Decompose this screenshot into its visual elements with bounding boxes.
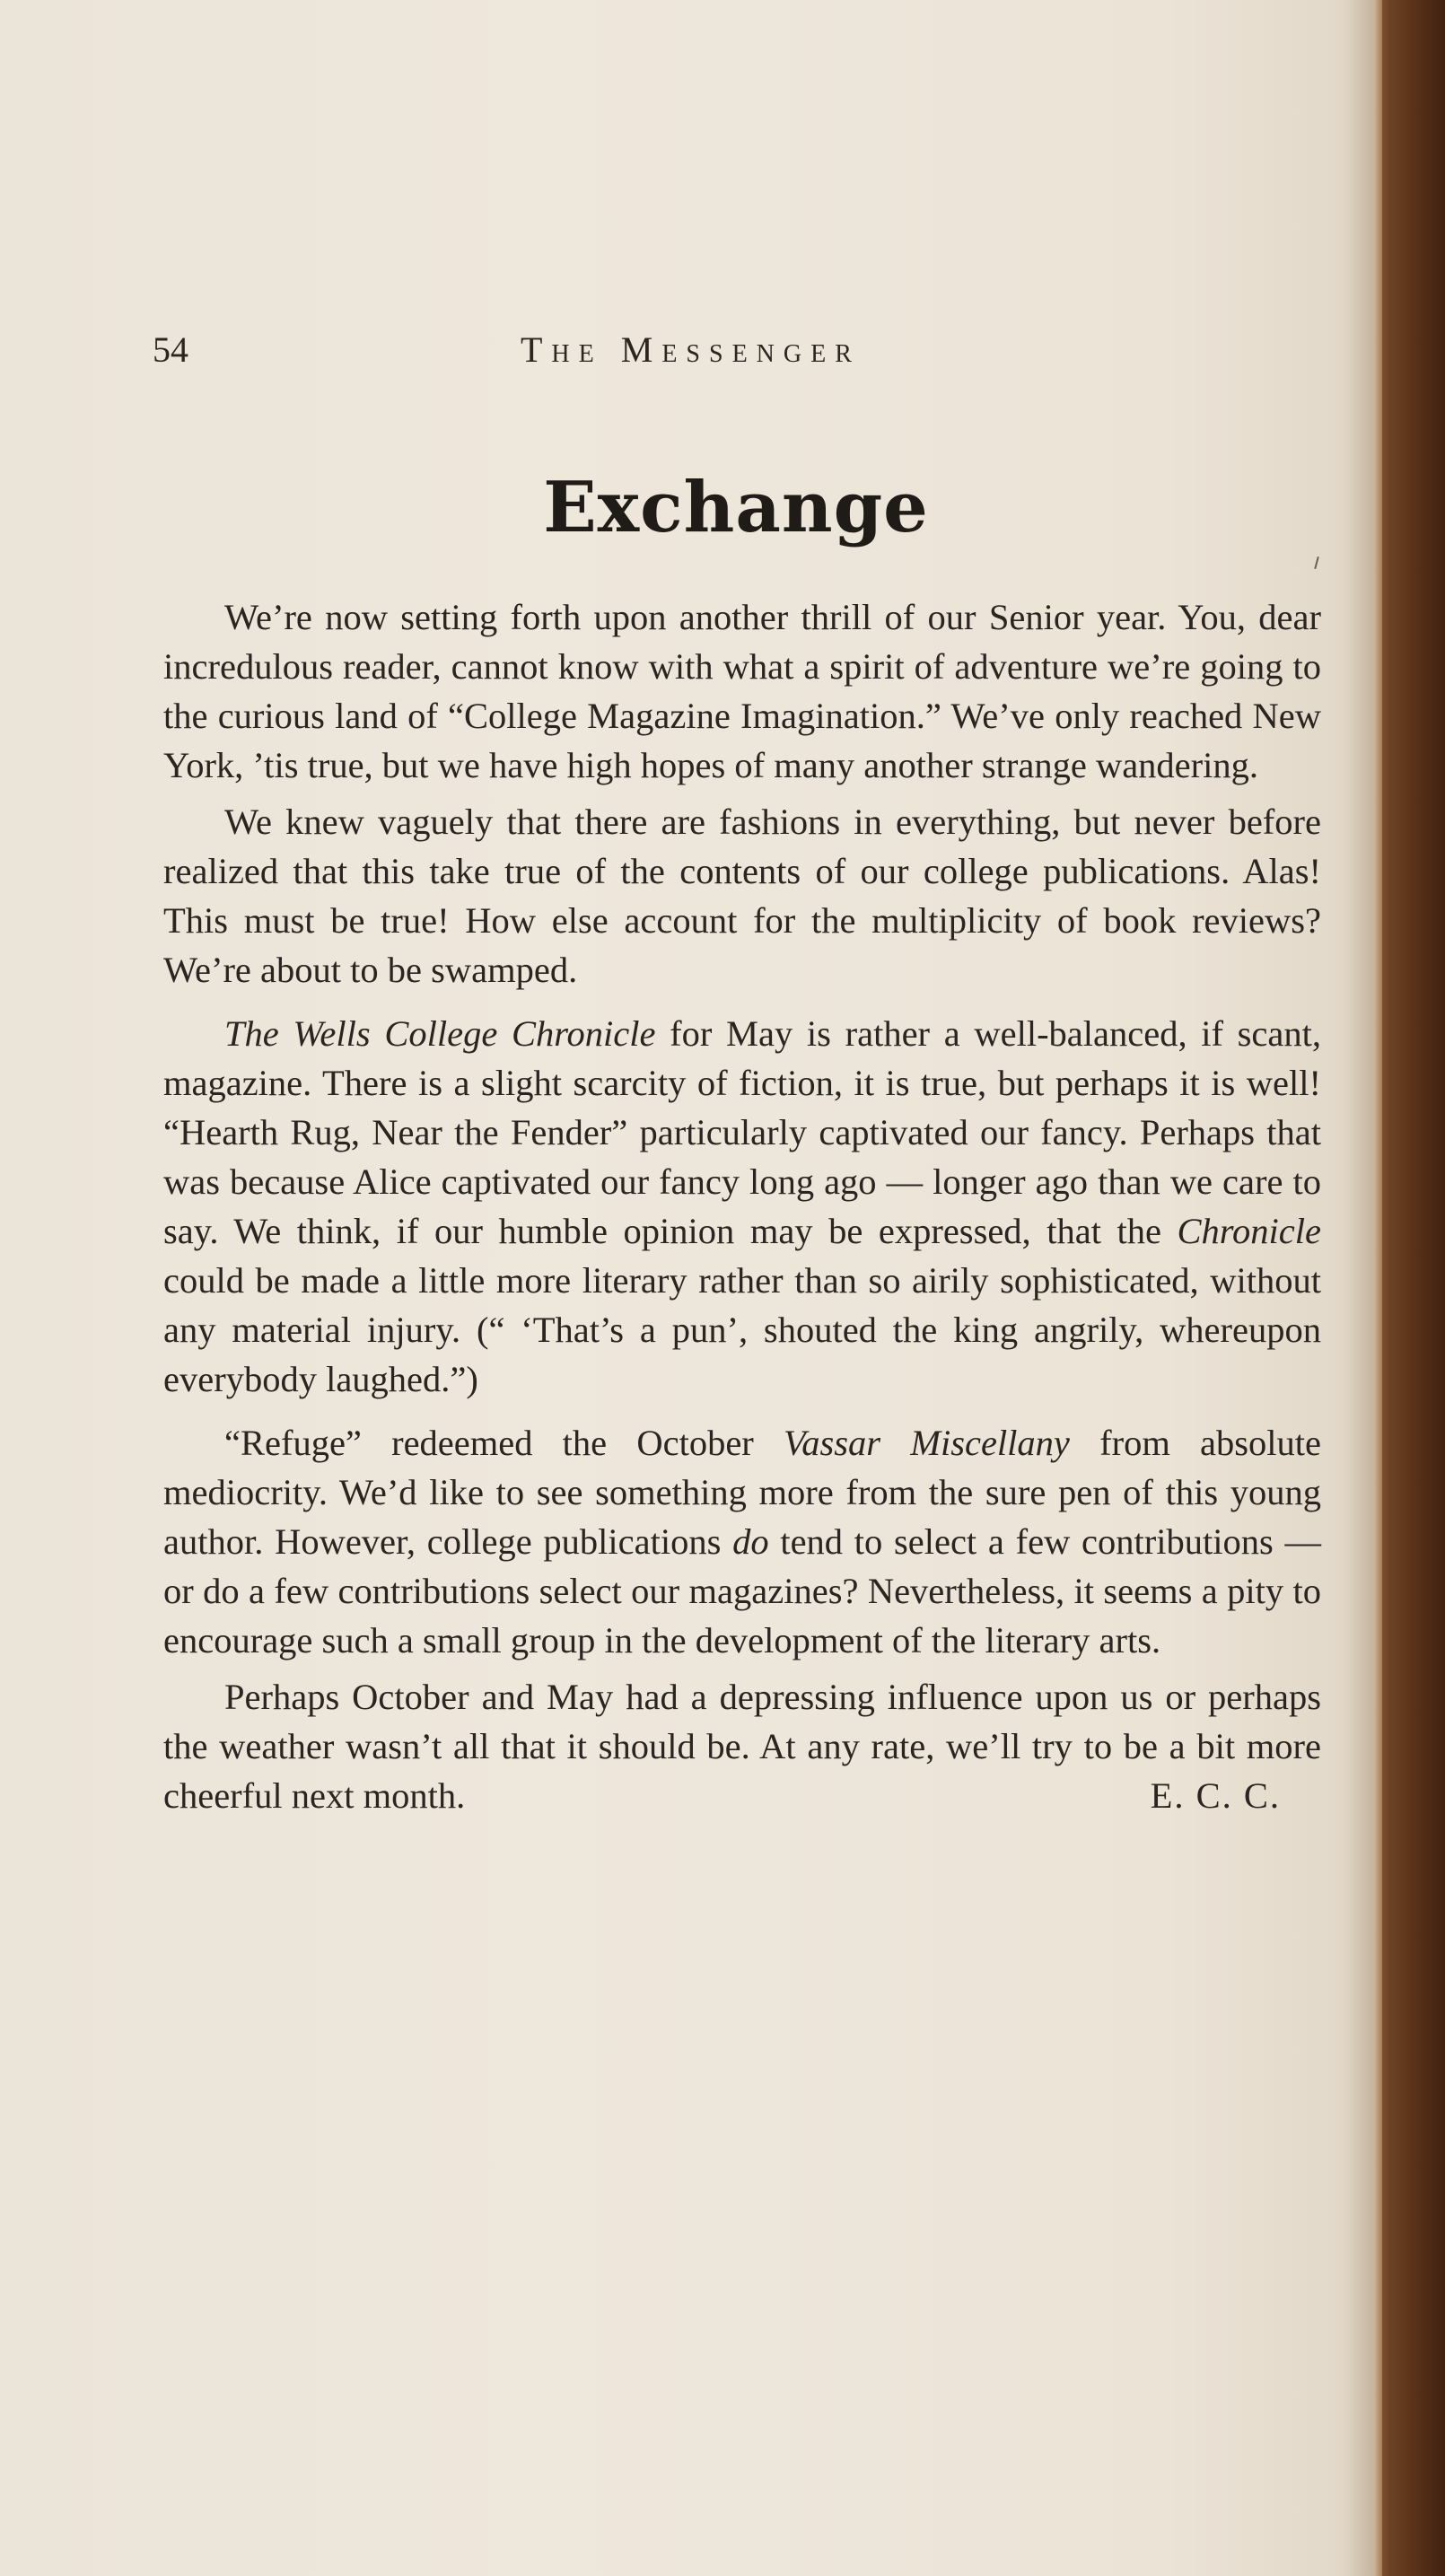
publication-title: Chronicle	[1177, 1211, 1321, 1251]
page-edge-shadow	[1346, 0, 1375, 2576]
page-fore-edge	[1375, 0, 1382, 2576]
paragraph-text: We’re now setting forth upon another thrill of our Senior year. You, dear incredulous reader, cannot know with what a spirit of adventure we’re going to the curious land of “College Magazine Imagination.” We’ve only reached New York, ’tis true, but we have high hopes of many another strange wandering.	[163, 597, 1321, 785]
paragraph-text: Perhaps October and May had a depressing influence upon us or perhaps the weather wasn’t all that it should be. At any rate, we’ll try to be a bit more cheerful next month.	[163, 1677, 1321, 1816]
page-header	[153, 329, 1319, 382]
paragraph-text: We knew vaguely that there are fashions in everything, but never before realized that this take true of the contents of our college publications. Alas! This must be true! How else account for the multiplicity of book reviews? We’re about to be swamped.	[163, 802, 1321, 990]
paragraph-2	[163, 797, 1321, 994]
paragraph-text: could be made a little more literary rather than so airily sophisticated, without any material injury. (“ ‘That’s a pun’, shouted the king angrily, whereupon everybody laughed.”)	[163, 1260, 1321, 1399]
paragraph-3	[163, 1009, 1321, 1404]
publication-title: Vassar Miscellany	[784, 1423, 1070, 1463]
book-cover-edge	[1375, 0, 1445, 2576]
publication-title: The Wells College Chronicle	[224, 1013, 656, 1054]
stray-mark	[1314, 556, 1319, 569]
paragraph-text: for May is rather a well-balanced, if scant, magazine. There is a slight scarcity of fiction, it is true, but perhaps it is well! “Hearth Rug, Near the Fender” particularly captivated our fancy. Perhaps that was because Alice captivated our fancy long ago — longer ago than we care to say. We think, if our humble opinion may be expressed, that the	[163, 1013, 1321, 1251]
section-title: Exchange	[543, 467, 929, 548]
emphasis: do	[732, 1521, 769, 1562]
paragraph-text: “Refuge” redeemed the October	[224, 1423, 784, 1463]
paragraph-text: tend to select a few contributions — or do a few contributions select our magazines? Nevertheless, it seems a pity to encourage such a small group in the development of the literary arts.	[163, 1521, 1321, 1660]
page-number: 54	[153, 329, 188, 370]
paragraph-text: from absolute mediocrity. We’d like to see something more from the sure pen of this young author. However, college publications	[163, 1423, 1322, 1562]
article-body	[163, 592, 1321, 1827]
author-signature: E. C. C.	[1150, 1775, 1281, 1816]
running-head: The Messenger	[521, 329, 861, 370]
paragraph-1	[163, 592, 1321, 790]
paragraph-5	[163, 1672, 1321, 1820]
paragraph-4	[163, 1418, 1321, 1665]
